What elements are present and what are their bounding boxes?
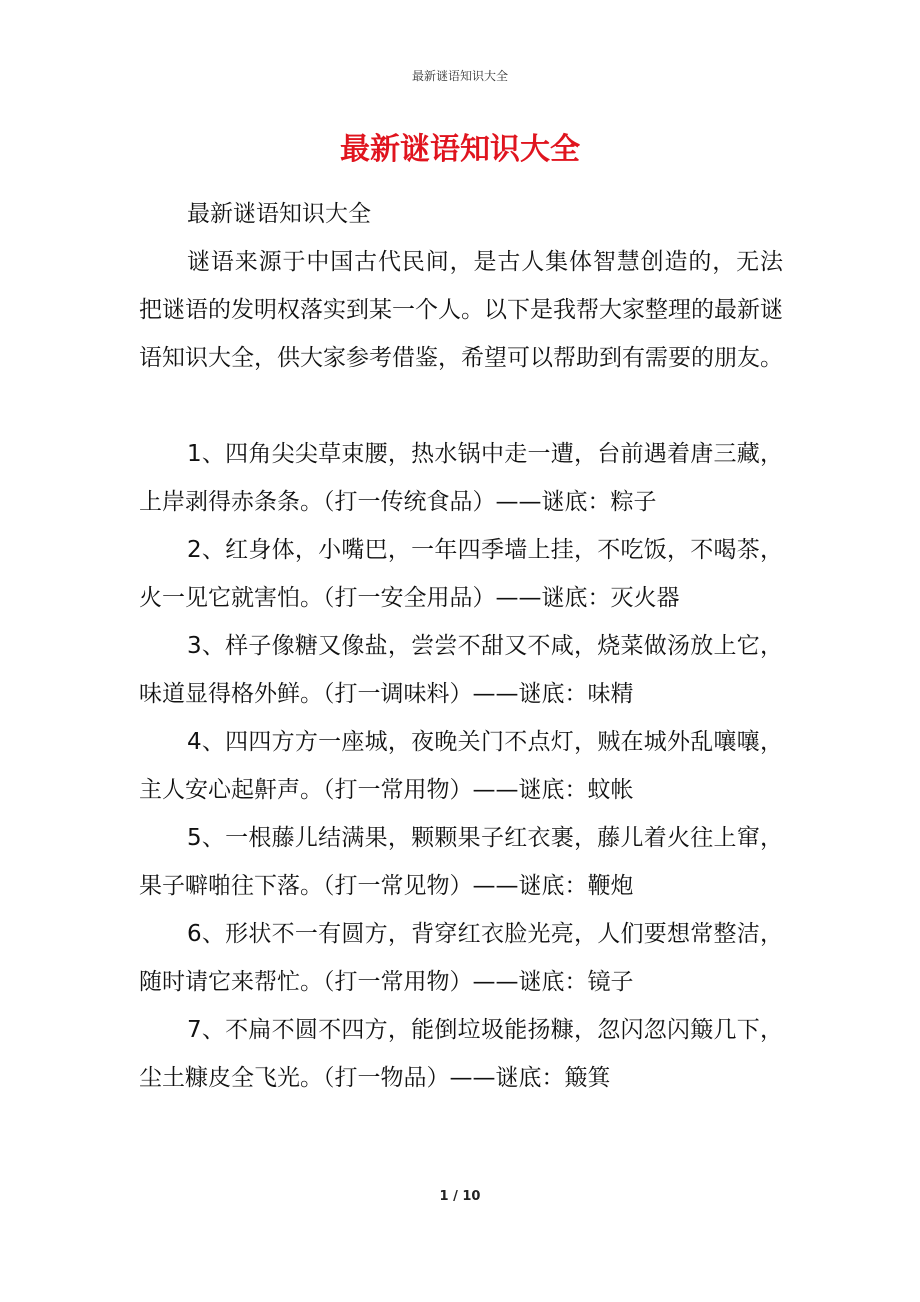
riddle-paragraph: 2、红身体，小嘴巴，一年四季墙上挂，不吃饭，不喝茶，火一见它就害怕。（打一安全用品）——谜底：灭火器 xyxy=(139,537,783,611)
riddle-paragraph: 3、样子像糖又像盐，尝尝不甜又不咸，烧菜做汤放上它，味道显得格外鲜。（打一调味料）——谜底：味精 xyxy=(139,633,783,707)
riddle-paragraph: 1、四角尖尖草束腰，热水锅中走一遭，台前遇着唐三藏，上岸剥得赤条条。（打一传统食品）——谜底：粽子 xyxy=(139,441,783,515)
riddle-paragraph: 7、不扁不圆不四方，能倒垃圾能扬糠，忽闪忽闪簸几下，尘土糠皮全飞光。（打一物品）——谜底：簸箕 xyxy=(139,1017,783,1091)
subtitle-paragraph: 最新谜语知识大全 xyxy=(187,201,371,227)
document-title: 最新谜语知识大全 xyxy=(340,132,580,167)
paragraph-spacer xyxy=(139,382,783,430)
page-indicator: 1 / 10 xyxy=(439,1189,481,1204)
intro-paragraph: 谜语来源于中国古代民间，是古人集体智慧创造的，无法把谜语的发明权落实到某一个人。以下是我帮大家整理的最新谜语知识大全，供大家参考借鉴，希望可以帮助到有需要的朋友。 xyxy=(139,249,783,371)
riddle-paragraph: 4、四四方方一座城，夜晚关门不点灯，贼在城外乱嚷嚷，主人安心起鼾声。（打一常用物）——谜底：蚊帐 xyxy=(139,729,783,803)
document-body xyxy=(139,190,783,1102)
riddle-paragraph: 5、一根藤儿结满果，颗颗果子红衣裹，藤儿着火往上窜，果子噼啪往下落。（打一常见物）——谜底：鞭炮 xyxy=(139,825,783,899)
riddle-paragraph: 6、形状不一有圆方，背穿红衣脸光亮，人们要想常整洁，随时请它来帮忙。（打一常用物）——谜底：镜子 xyxy=(139,921,783,995)
running-header: 最新谜语知识大全 xyxy=(411,69,508,83)
